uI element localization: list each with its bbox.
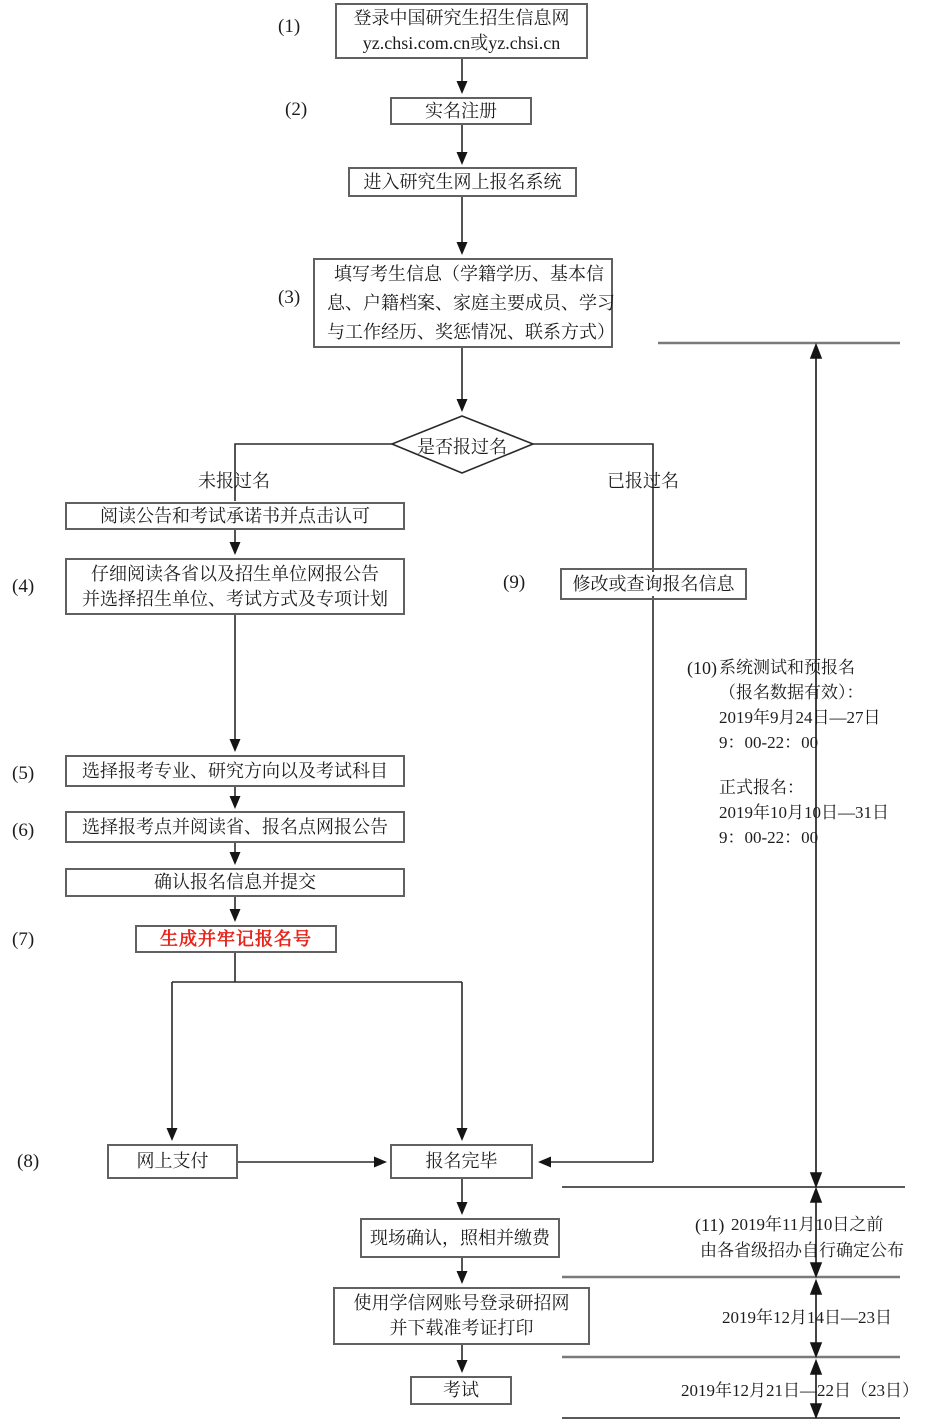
node-choose-site <box>65 811 405 843</box>
step-number-3: (3) <box>278 287 301 308</box>
node-register <box>390 97 532 125</box>
annotation-onsite-date-line1: 2019年11月10日之前 <box>731 1215 884 1234</box>
node-exam-label: 考试 <box>443 1380 479 1401</box>
node-reg-done <box>390 1144 533 1179</box>
annotation-reg-period-line: （报名数据有效）： <box>719 683 864 702</box>
node-enter-system <box>348 167 577 197</box>
node-pay-online <box>107 1144 238 1179</box>
node-confirm-submit <box>65 868 405 897</box>
node-read-notice <box>65 502 405 530</box>
annotation-reg-period-gap <box>719 755 889 775</box>
node-enter-system-label: 进入研究生网上报名系统 <box>363 171 562 192</box>
node-confirm-submit-label: 确认报名信息并提交 <box>154 872 316 893</box>
node-modify-query-label: 修改或查询报名信息 <box>571 572 737 597</box>
node-read-notice-label: 阅读公告和考试承诺书并点击认可 <box>100 505 370 526</box>
node-choose-site-label: 选择报考点并阅读省、报名点网报公告 <box>82 816 388 837</box>
node-fill-info-line3: 与工作经历、奖惩情况、联系方式） <box>327 321 615 342</box>
annotation-download-date: 2019年12月14日—23日 <box>722 1308 892 1327</box>
annotation-reg-period-line: 9：00-22：00 <box>719 828 819 847</box>
branch-label-yes: 已报过名 <box>607 471 679 491</box>
step-number-4: (4) <box>12 576 35 597</box>
annotation-10-number: (10) <box>687 658 717 678</box>
step-number-8: (8) <box>17 1151 40 1172</box>
node-choose-major-label: 选择报考专业、研究方向以及考试科目 <box>82 760 388 781</box>
node-onsite-confirm-label: 现场确认，照相并缴费 <box>370 1227 550 1248</box>
annotation-reg-period-line: 正式报名： <box>719 778 804 797</box>
node-fill-info-line2: 息、户籍档案、家庭主要成员、学习 <box>327 292 615 313</box>
node-login-line1: 登录中国研究生招生信息网 <box>353 8 570 29</box>
annotation-reg-period-line: 2019年10月10日—31日 <box>719 803 889 822</box>
node-fill-info-line1: 填写考生信息（学籍学历、基本信 <box>334 263 604 284</box>
annotation-reg-period-line: 系统测试和预报名 <box>719 658 855 677</box>
node-modify-query <box>560 568 747 600</box>
node-login-line2: yz.chsi.com.cn或yz.chsi.cn <box>362 33 561 53</box>
annotation-exam-date: 2019年12月21日—22日（23日） <box>681 1381 919 1400</box>
step-number-2: (2) <box>285 99 308 120</box>
step-number-6: (6) <box>12 820 35 841</box>
node-reg-done-label: 报名完毕 <box>425 1151 498 1172</box>
annotation-reg-period-line: 2019年9月24日—27日 <box>719 708 881 727</box>
node-choose-major <box>65 755 405 787</box>
node-read-province-line2: 并选择招生单位、考试方式及专项计划 <box>82 588 388 609</box>
node-reg-number-label: 生成并牢记报名号 <box>160 928 312 949</box>
step-number-5: (5) <box>12 763 35 784</box>
node-login <box>335 3 588 59</box>
step-number-9: (9) <box>503 572 526 593</box>
node-onsite-confirm <box>360 1218 560 1258</box>
annotation-reg-period-line: 9：00-22：00 <box>719 733 819 752</box>
node-reg-number <box>135 925 337 953</box>
node-exam <box>410 1376 512 1405</box>
node-fill-info <box>313 258 613 348</box>
node-register-label: 实名注册 <box>425 100 497 121</box>
branch-label-no: 未报过名 <box>198 471 270 491</box>
node-download-ticket-line2: 并下载准考证打印 <box>389 1318 534 1338</box>
step-number-7: (7) <box>12 929 35 950</box>
annotation-reg-period <box>719 655 889 850</box>
node-download-ticket-line1: 使用学信网账号登录研招网 <box>353 1293 570 1314</box>
step-number-1: (1) <box>278 16 301 37</box>
node-pay-online-label: 网上支付 <box>136 1151 209 1172</box>
node-download-ticket <box>333 1287 590 1345</box>
annotation-11-number: (11) <box>695 1215 725 1235</box>
node-read-province <box>65 558 405 615</box>
node-read-province-line1: 仔细阅读各省以及招生单位网报公告 <box>91 563 379 584</box>
annotation-onsite-date-line2: 由各省级招办自行确定公布 <box>700 1241 904 1260</box>
decision-label: 是否报过名 <box>417 437 507 457</box>
